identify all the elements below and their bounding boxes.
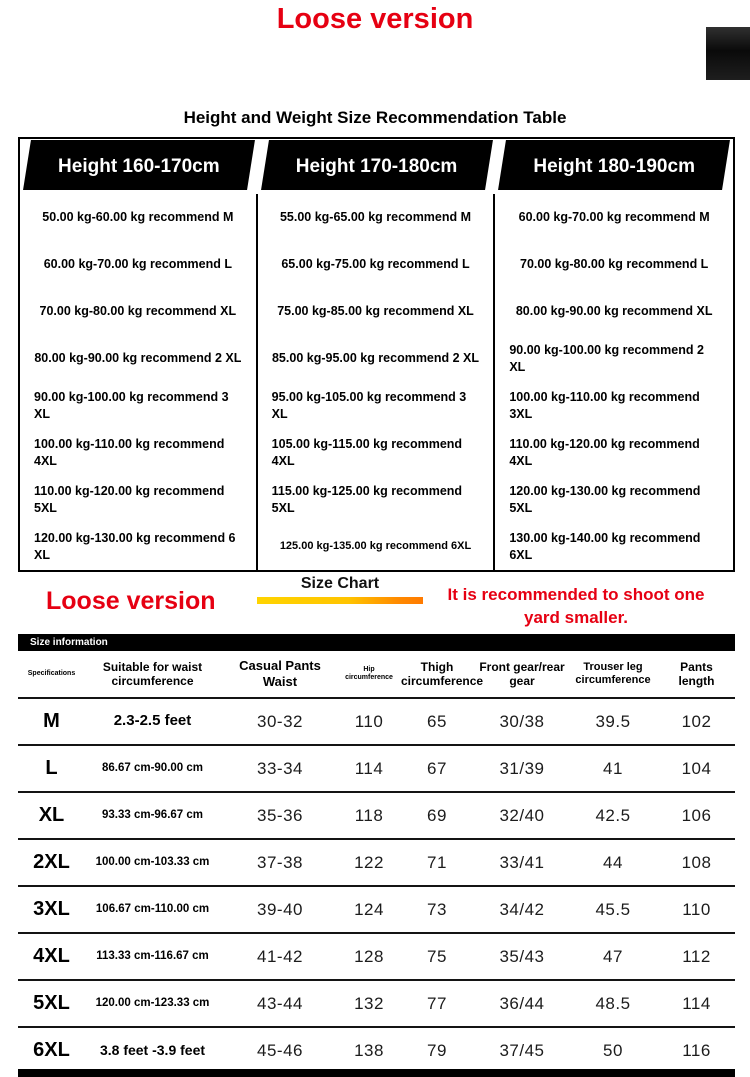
length-value: 102: [681, 711, 712, 731]
header-thigh-circumference: Thigh circumference: [401, 659, 484, 688]
waist-value: 3.8 feet -3.9 feet: [99, 1042, 206, 1059]
size-chart-title: Size Chart: [300, 575, 380, 592]
thigh-value: 71: [427, 852, 447, 872]
column-header: [20, 139, 258, 194]
bottom-divider-bar: [18, 1069, 735, 1077]
column-header-label: Height 180-190cm: [533, 155, 695, 177]
size-row-m: [18, 699, 735, 746]
leg-value: 41: [603, 758, 623, 778]
rec-cell: 70.00 kg-80.00 kg recommend XL: [39, 304, 237, 319]
length-value: 106: [681, 805, 712, 825]
rec-cell: 95.00 kg-105.00 kg recommend 3 XL: [271, 390, 467, 421]
rec-cell: 80.00 kg-90.00 kg recommend 2 XL: [34, 351, 242, 366]
recommendation-column-180-190: [495, 139, 733, 570]
size-table-body: [18, 699, 735, 1075]
header-specifications: Specifications: [27, 669, 76, 677]
gear-value: 30/38: [499, 711, 545, 731]
thigh-value: 75: [427, 946, 447, 966]
gear-value: 33/41: [499, 852, 545, 872]
size-label: 3XL: [33, 898, 70, 920]
waist-value: 106.67 cm-110.00 cm: [95, 902, 210, 915]
header-casual-pants-waist: Casual Pants Waist: [239, 658, 321, 689]
size-label: 6XL: [33, 1039, 70, 1061]
header-hip-circumference: Hip circumference: [345, 665, 393, 681]
pants-waist-value: 33-34: [257, 758, 303, 778]
rec-cell: 110.00 kg-120.00 kg recommend 4XL: [509, 437, 700, 468]
size-row-xl: [18, 793, 735, 840]
size-row-5xl: [18, 981, 735, 1028]
rec-cell: 125.00 kg-135.00 kg recommend 6XL: [279, 540, 472, 553]
thigh-value: 73: [427, 899, 447, 919]
rec-cell: 110.00 kg-120.00 kg recommend 5XL: [34, 484, 225, 515]
hip-value: 128: [354, 946, 384, 966]
header-front-rear-gear: Front gear/rear gear: [479, 659, 565, 688]
gear-value: 31/39: [499, 758, 545, 778]
leg-value: 48.5: [595, 993, 631, 1013]
column-body: [495, 194, 733, 570]
pants-waist-value: 39-40: [257, 899, 303, 919]
hip-value: 110: [354, 711, 384, 731]
thigh-value: 77: [427, 993, 447, 1013]
hip-value: 118: [354, 805, 384, 825]
rec-cell: 105.00 kg-115.00 kg recommend 4XL: [271, 437, 463, 468]
page-title: Loose version: [276, 3, 474, 35]
waist-value: 100.00 cm-103.33 cm: [95, 855, 210, 868]
rec-cell: 100.00 kg-110.00 kg recommend 4XL: [34, 437, 225, 468]
recommendation-column-170-180: [258, 139, 496, 570]
pants-waist-value: 30-32: [257, 711, 303, 731]
leg-value: 47: [603, 946, 623, 966]
thigh-value: 69: [427, 805, 447, 825]
length-value: 110: [682, 899, 711, 919]
rec-cell: 90.00 kg-100.00 kg recommend 2 XL: [509, 343, 704, 374]
column-header: [495, 139, 733, 194]
rec-cell: 65.00 kg-75.00 kg recommend L: [281, 257, 470, 272]
size-row-l: [18, 746, 735, 793]
pants-waist-value: 41-42: [257, 946, 303, 966]
size-information-bar: Size information: [18, 634, 735, 651]
leg-value: 50: [603, 1040, 623, 1060]
rec-cell: 50.00 kg-60.00 kg recommend M: [42, 210, 234, 225]
gear-value: 37/45: [499, 1040, 545, 1060]
gear-value: 34/42: [499, 899, 545, 919]
length-value: 116: [682, 1040, 711, 1060]
size-label: 5XL: [33, 992, 70, 1014]
rec-cell: 70.00 kg-80.00 kg recommend L: [520, 257, 709, 272]
header-trouser-leg-circumference: Trouser leg circumference: [575, 660, 651, 686]
leg-value: 44: [603, 852, 623, 872]
rec-cell: 130.00 kg-140.00 kg recommend 6XL: [509, 531, 701, 562]
rec-cell: 60.00 kg-70.00 kg recommend M: [518, 210, 710, 225]
leg-value: 45.5: [595, 899, 631, 919]
rec-cell: 60.00 kg-70.00 kg recommend L: [43, 257, 232, 272]
column-header-label: Height 170-180cm: [295, 155, 458, 177]
thigh-value: 67: [427, 758, 447, 778]
gear-value: 35/43: [499, 946, 545, 966]
size-table-header-row: [18, 651, 735, 699]
size-information-table: [18, 651, 735, 1075]
recommendation-table-heading: Height and Weight Size Recommendation Table: [183, 108, 567, 127]
waist-value: 2.3-2.5 feet: [113, 712, 192, 730]
product-thumbnail-image: [706, 27, 750, 80]
size-label: 2XL: [33, 851, 70, 873]
pants-waist-value: 35-36: [257, 805, 303, 825]
sizing-advice-note: It is recommended to shoot one yard smaller.: [447, 585, 705, 627]
length-value: 114: [682, 993, 711, 1013]
waist-value: 120.00 cm-123.33 cm: [95, 996, 210, 1009]
pants-waist-value: 37-38: [257, 852, 303, 872]
column-header: [258, 139, 496, 194]
height-weight-recommendation-table: [18, 137, 735, 572]
header-pants-length: Pants length: [678, 659, 715, 688]
rec-cell: 75.00 kg-85.00 kg recommend XL: [277, 304, 474, 319]
pants-waist-value: 43-44: [257, 993, 303, 1013]
hip-value: 132: [354, 993, 384, 1013]
size-row-4xl: [18, 934, 735, 981]
size-row-3xl: [18, 887, 735, 934]
thigh-value: 65: [427, 711, 447, 731]
hip-value: 122: [354, 852, 384, 872]
size-label: 4XL: [33, 945, 70, 967]
rec-cell: 120.00 kg-130.00 kg recommend 5XL: [509, 484, 701, 515]
length-value: 104: [681, 758, 712, 778]
leg-value: 39.5: [595, 711, 631, 731]
size-label: L: [45, 757, 58, 779]
size-label: XL: [38, 804, 65, 826]
rec-cell: 90.00 kg-100.00 kg recommend 3 XL: [34, 390, 229, 421]
yellow-underline-bar: [257, 597, 423, 604]
hip-value: 138: [354, 1040, 384, 1060]
size-row-2xl: [18, 840, 735, 887]
rec-cell: 100.00 kg-110.00 kg recommend 3XL: [509, 390, 700, 421]
pants-waist-value: 45-46: [257, 1040, 303, 1060]
rec-cell: 80.00 kg-90.00 kg recommend XL: [515, 304, 713, 319]
length-value: 108: [681, 852, 712, 872]
leg-value: 42.5: [595, 805, 631, 825]
column-body: [20, 194, 258, 570]
thigh-value: 79: [427, 1040, 447, 1060]
length-value: 112: [682, 946, 711, 966]
column-header-label: Height 160-170cm: [58, 155, 220, 177]
recommendation-column-160-170: [20, 139, 258, 570]
gear-value: 32/40: [499, 805, 545, 825]
size-label: M: [43, 710, 60, 732]
size-row-6xl: [18, 1028, 735, 1075]
hip-value: 124: [354, 899, 384, 919]
header-waist-circumference: Suitable for waist circumference: [102, 659, 203, 688]
waist-value: 93.33 cm-96.67 cm: [101, 808, 204, 821]
gear-value: 36/44: [499, 993, 545, 1013]
waist-value: 86.67 cm-90.00 cm: [101, 761, 204, 774]
column-body: [258, 194, 496, 570]
rec-cell: 120.00 kg-130.00 kg recommend 6 XL: [34, 531, 236, 562]
waist-value: 113.33 cm-116.67 cm: [96, 949, 209, 962]
loose-version-label: Loose version: [46, 587, 216, 615]
rec-cell: 115.00 kg-125.00 kg recommend 5XL: [271, 484, 463, 515]
rec-cell: 55.00 kg-65.00 kg recommend M: [279, 210, 472, 225]
hip-value: 114: [354, 758, 384, 778]
rec-cell: 85.00 kg-95.00 kg recommend 2 XL: [271, 351, 480, 366]
